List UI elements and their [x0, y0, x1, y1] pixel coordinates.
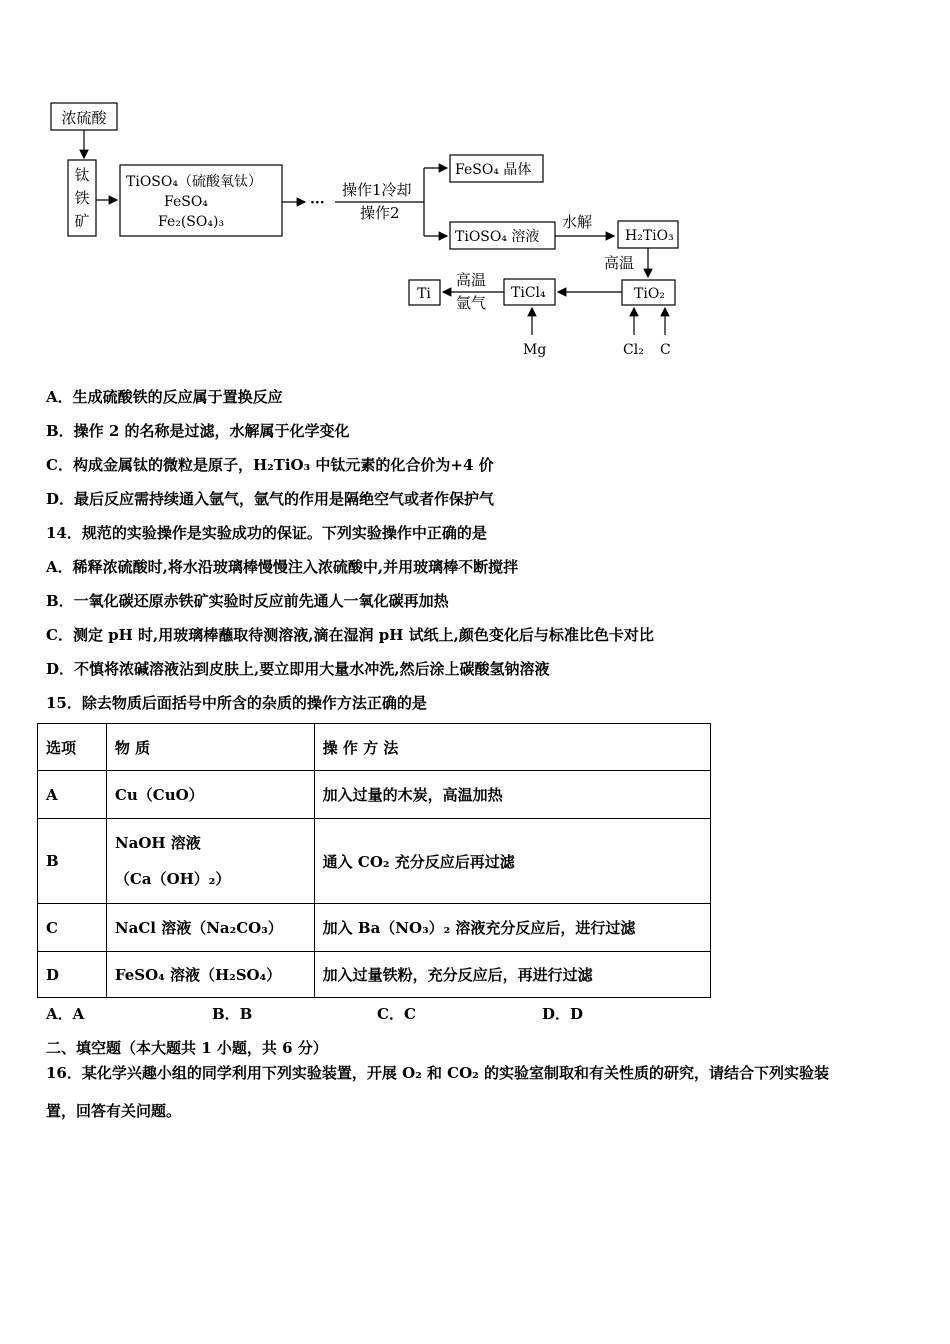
label-ore-2: 铁	[74, 189, 90, 207]
q15-table	[37, 723, 711, 998]
row-b-substance	[106, 819, 314, 904]
box-ti	[409, 280, 440, 305]
q13-option-c: C．构成金属钛的微粒是原子，H₂TiO₃ 中钛元素的化合价为+4 价	[46, 456, 494, 474]
header-option: 选项	[38, 724, 107, 771]
label-tioso4-solution: TiOSO₄ 溶液	[455, 229, 540, 245]
row-a-method: 加入过量的木炭，高温加热	[314, 771, 710, 819]
row-c-substance: NaCl 溶液（Na₂CO₃）	[106, 904, 314, 952]
q15-answer-c: C．C	[377, 1005, 416, 1023]
row-b-method: 通入 CO₂ 充分反应后再过滤	[314, 819, 710, 904]
table-row	[38, 771, 711, 819]
row-c-option: C	[38, 904, 107, 952]
q14-option-a: A．稀释浓硫酸时,将水沿玻璃棒慢慢注入浓硫酸中,并用玻璃棒不断搅拌	[46, 558, 519, 576]
row-b-substance-line2: （Ca（OH）₂）	[114, 870, 231, 888]
label-h2tio3: H₂TiO₃	[625, 228, 674, 244]
label-hydrolysis: 水解	[562, 213, 593, 231]
q15-answer-d: D．D	[542, 1005, 584, 1023]
box-ore	[68, 160, 96, 236]
q14-option-b: B．一氧化碳还原赤铁矿实验时反应前先通人一氧化碳再加热	[46, 592, 449, 610]
q14-option-d: D．不慎将浓碱溶液沾到皮肤上,要立即用大量水冲洗,然后涂上碳酸氢钠溶液	[46, 660, 550, 678]
process-flow-diagram	[0, 0, 950, 370]
label-fe2so43: Fe₂(SO₄)₃	[158, 214, 225, 230]
row-a-option: A	[38, 771, 107, 819]
box-ticl4	[504, 279, 555, 305]
label-op2: 操作2	[360, 204, 400, 222]
q14-option-c: C．测定 pH 时,用玻璃棒蘸取待测溶液,滴在湿润 pH 试纸上,颜色变化后与标准比色卡对比	[46, 626, 654, 644]
table-row	[38, 904, 711, 952]
label-tioso4: TiOSO₄（硫酸氧钛）	[126, 174, 262, 190]
label-ticl4: TiCl₄	[511, 285, 546, 301]
table-row	[38, 819, 711, 904]
dots: ···	[310, 195, 325, 211]
row-b-option: B	[38, 819, 107, 904]
table-header-row	[38, 724, 711, 771]
q16-line1: 16．某化学兴趣小组的同学利用下列实验装置，开展 O₂ 和 CO₂ 的实验室制取和有关性质的研究，请结合下列实验装	[46, 1064, 829, 1082]
q15-answer-b: B．B	[212, 1005, 253, 1023]
q13-option-b: B．操作 2 的名称是过滤，水解属于化学变化	[46, 422, 350, 440]
q14-stem: 14．规范的实验操作是实验成功的保证。下列实验操作中正确的是	[46, 524, 487, 542]
label-cl2: Cl₂	[623, 342, 644, 358]
section-2-heading: 二、填空题（本大题共 1 小题，共 6 分）	[46, 1039, 328, 1057]
header-method: 操 作 方 法	[314, 724, 710, 771]
label-feso4-crystal: FeSO₄ 晶体	[455, 162, 532, 178]
label-conc-acid: 浓硫酸	[61, 109, 107, 127]
row-b-substance-line1: NaOH 溶液	[114, 834, 201, 852]
q15-answer-a: A．A	[46, 1005, 85, 1023]
label-high-temp-2: 高温	[456, 271, 487, 289]
box-conc-acid	[51, 103, 117, 130]
box-feso4-crystal	[450, 155, 543, 182]
row-c-method: 加入 Ba（NO₃）₂ 溶液充分反应后，进行过滤	[314, 904, 710, 952]
box-h2tio3	[618, 221, 678, 248]
label-tio2: TiO₂	[634, 286, 665, 302]
row-d-method: 加入过量铁粉，充分反应后，再进行过滤	[314, 952, 710, 998]
row-d-option: D	[38, 952, 107, 998]
q16-line2: 置，回答有关问题。	[46, 1102, 182, 1120]
box-tio2	[622, 280, 675, 305]
label-op1: 操作1冷却	[342, 181, 412, 199]
label-ore-3: 矿	[74, 212, 90, 230]
q13-option-d: D．最后反应需持续通入氩气，氩气的作用是隔绝空气或者作保护气	[46, 490, 495, 508]
label-feso4: FeSO₄	[164, 194, 208, 210]
label-c: C	[660, 342, 671, 358]
q13-option-a: A．生成硫酸铁的反应属于置换反应	[46, 388, 283, 406]
label-high-temp: 高温	[604, 254, 635, 272]
table-row	[38, 952, 711, 998]
box-tioso4-solution	[450, 222, 555, 249]
box-mixture	[120, 165, 282, 236]
label-ti: Ti	[417, 286, 431, 302]
row-d-substance: FeSO₄ 溶液（H₂SO₄）	[106, 952, 314, 998]
q15-stem: 15．除去物质后面括号中所含的杂质的操作方法正确的是	[46, 694, 427, 712]
header-substance: 物 质	[106, 724, 314, 771]
row-a-substance: Cu（CuO）	[106, 771, 314, 819]
label-argon: 氩气	[456, 294, 487, 312]
label-ore-1: 钛	[74, 166, 90, 184]
label-mg: Mg	[523, 342, 547, 358]
